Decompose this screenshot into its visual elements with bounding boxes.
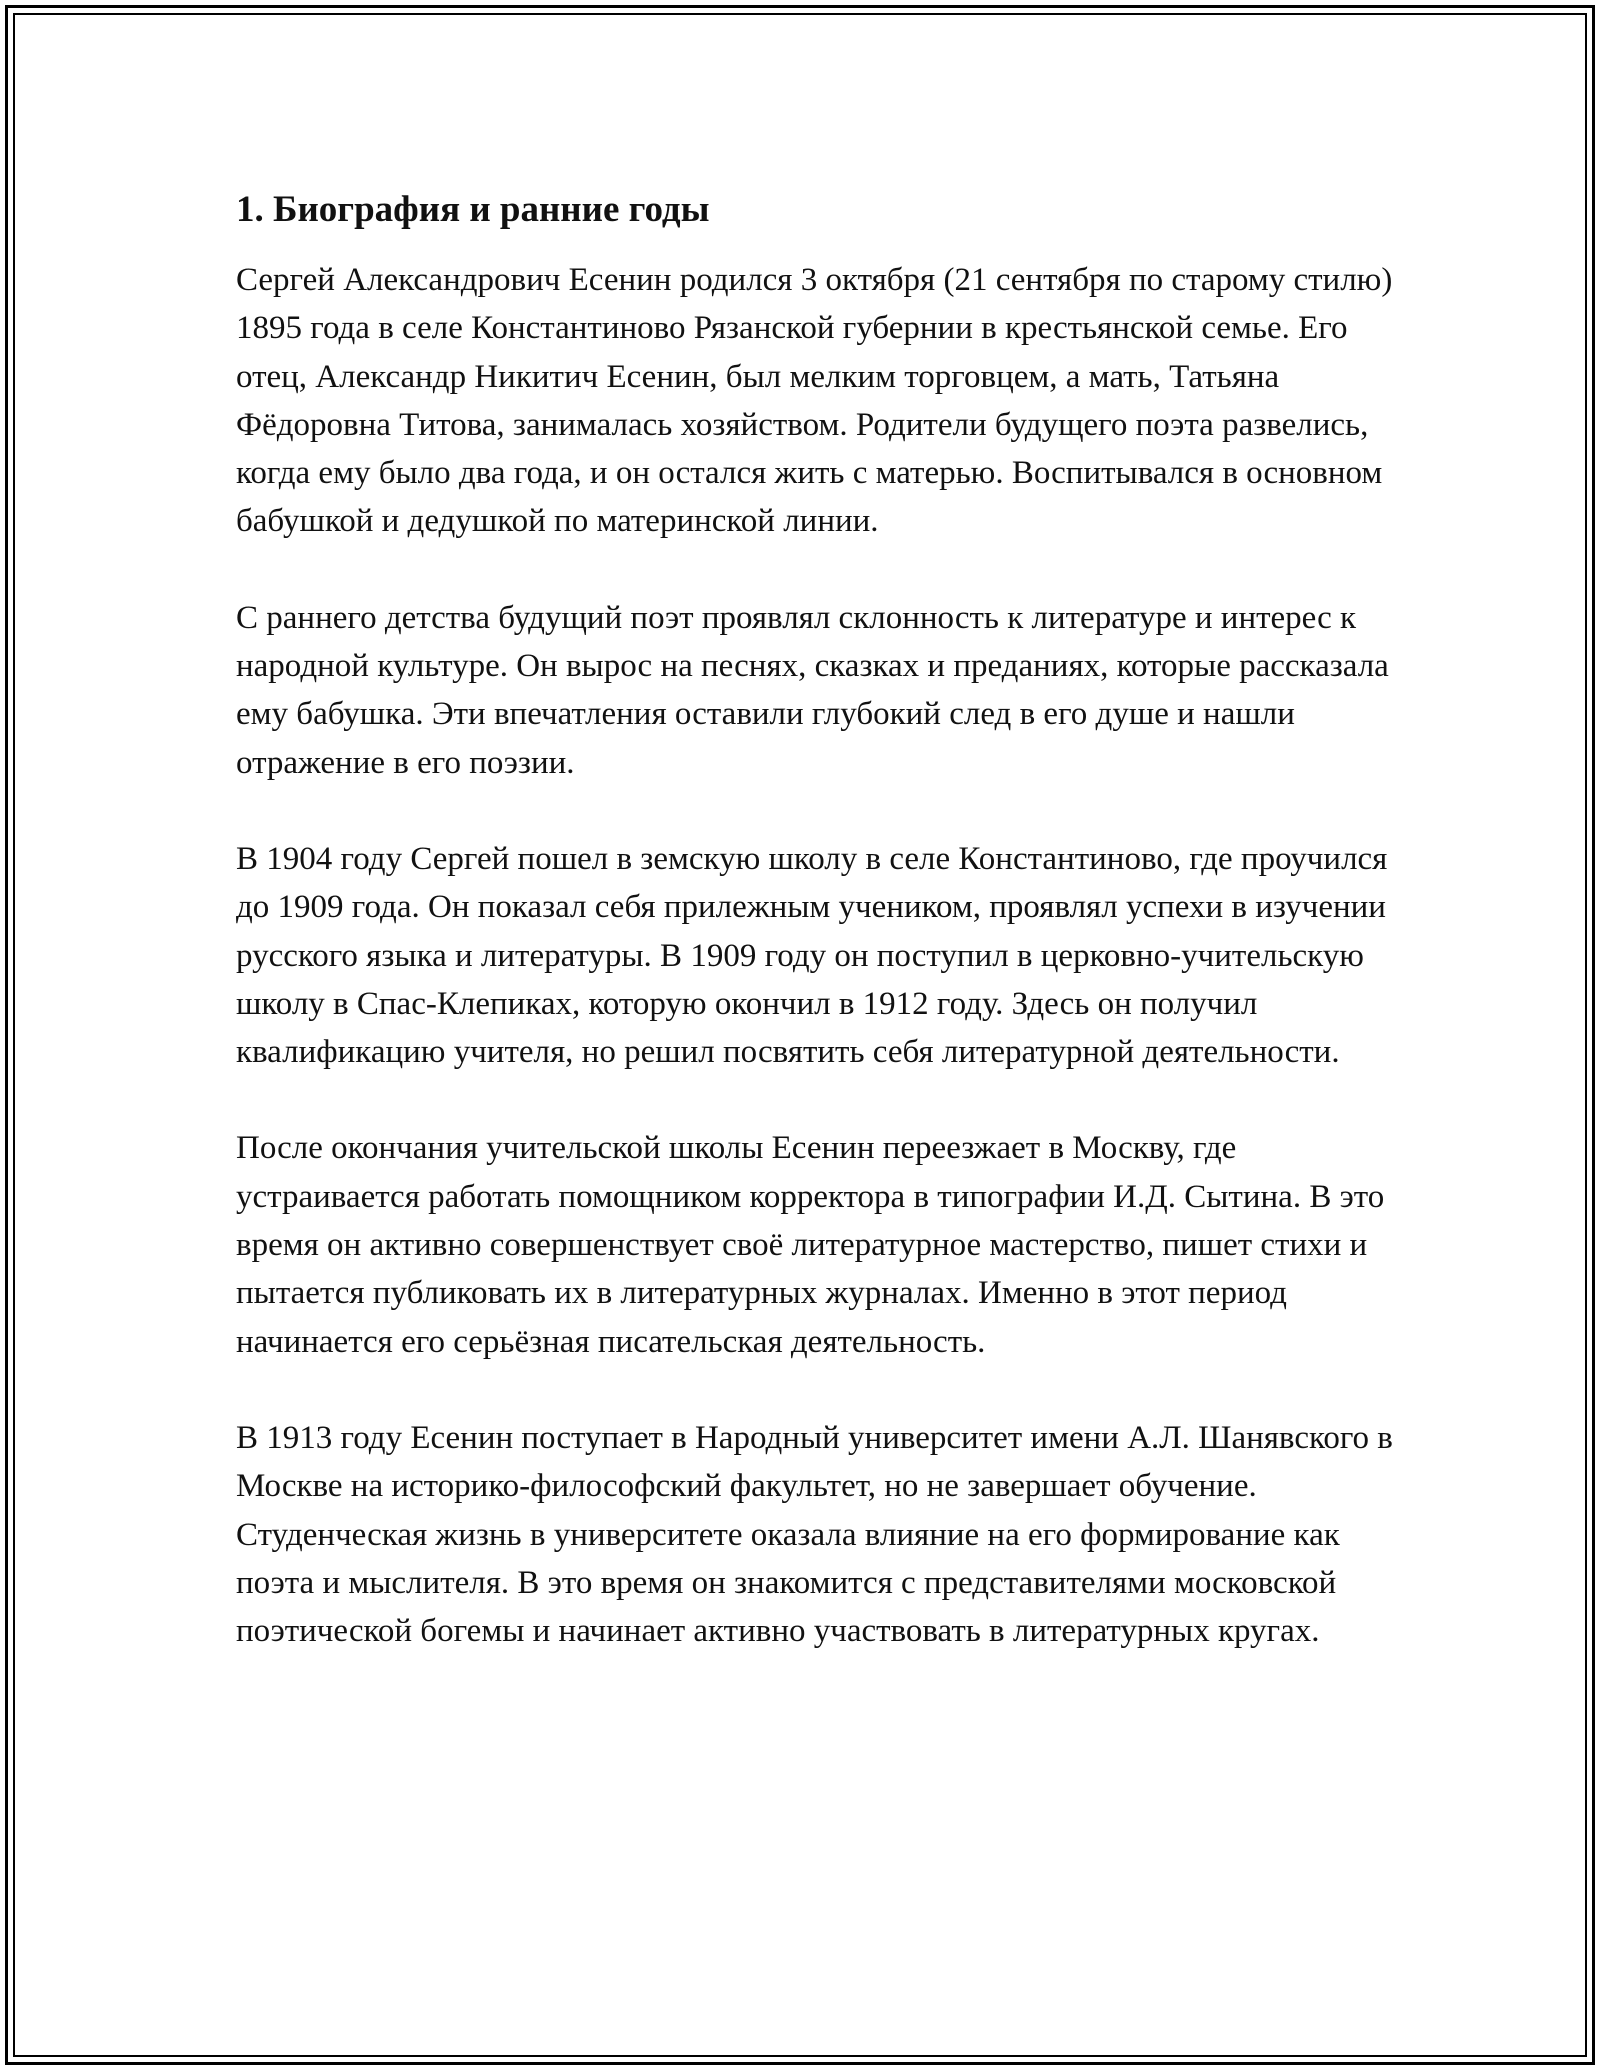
paragraph-university: В 1913 году Есенин поступает в Народный университет имени А.Л. Шанявского в Москве на историко-философский факультет, но не завершает обучение. Студенческая жизнь в университете оказала влияние на его формирование как поэта и мыслителя. В это время он знакомится с представителями московской поэтической богемы и начинает активно участвовать в литературных кругах. (236, 1419, 1393, 1650)
document-body (236, 186, 1396, 1655)
paragraph-moscow: После окончания учительской школы Есенин переезжает в Москву, где устраивается работать помощником корректора в типографии И.Д. Сытина. В это время он активно совершенствует своё литературное мастерство, пишет стихи и пытается публиковать их в литературных журналах. Именно в этот период начинается его серьёзная писательская деятельность. (236, 1130, 1385, 1360)
paragraph-schooling: В 1904 году Сергей пошел в земскую школу в селе Константиново, где проучился до 1909 года. Он показал себя прилежным учеником, проявлял успехи в изучении русского языка и литературы. В 1909 году он поступил в церковно-учительскую школу в Спас-Клепиках, которую окончил в 1912 году. Здесь он получил квалификацию учителя, но решил посвятить себя литературной деятельности. (236, 840, 1388, 1071)
paragraph-birth-family: Сергей Александрович Есенин родился 3 октября (21 сентября по старому стилю) 1895 года в селе Константиново Рязанской губернии в крестьянской семье. Его отец, Александр Никитич Есенин, был мелким торговцем, а мать, Татьяна Фёдоровна Титова, занималась хозяйством. Родители будущего поэта развелись, когда ему было два года, и он остался жить с матерью. Воспитывался в основном бабушкой и дедушкой по материнской линии. (236, 262, 1393, 540)
paragraph-childhood: С раннего детства будущий поэт проявлял склонность к литературе и интерес к народной культуре. Он вырос на песнях, сказках и преданиях, которые рассказала ему бабушка. Эти впечатления оставили глубокий след в его душе и нашли отражение в его поэзии. (236, 599, 1389, 781)
section-title: 1. Биография и ранние годы (236, 189, 710, 230)
